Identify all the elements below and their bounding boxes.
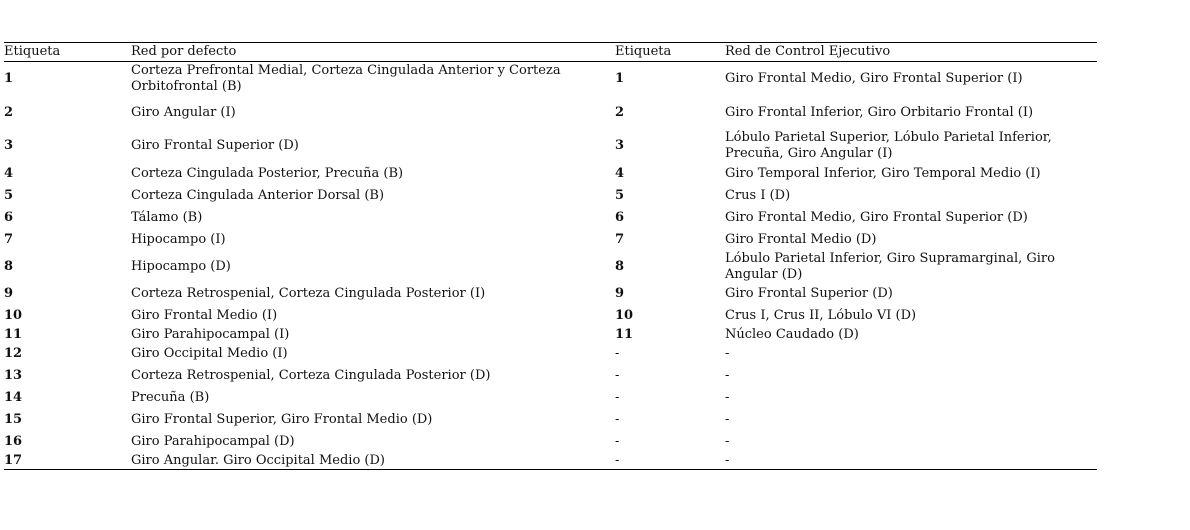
ecn-label-cell: 10: [615, 307, 634, 323]
ecn-region-cell: Giro Temporal Inferior, Giro Temporal Medio (I): [725, 165, 1041, 181]
dmn-region-cell: Giro Frontal Medio (I): [131, 307, 278, 323]
ecn-label-cell: -: [615, 389, 620, 405]
dmn-region-cell: Giro Parahipocampal (I): [131, 326, 290, 342]
ecn-label-cell: 9: [615, 285, 625, 301]
ecn-label-cell: 5: [615, 187, 625, 203]
ecn-region-cell: -: [725, 367, 730, 383]
dmn-region-cell: Corteza Retrospenial, Corteza Cingulada Posterior (D): [131, 367, 491, 383]
table-row: [4, 409, 1097, 431]
dmn-label-cell: 1: [4, 71, 14, 87]
dmn-label-cell: 15: [4, 411, 23, 427]
dmn-label-cell: 16: [4, 433, 23, 449]
table-row: [4, 431, 1097, 453]
dmn-label-cell: 2: [4, 104, 14, 120]
ecn-region-cell: Giro Frontal Superior (D): [725, 285, 893, 301]
ecn-region-cell: Giro Frontal Inferior, Giro Orbitario Frontal (I): [725, 104, 1034, 120]
dmn-label-cell: 6: [4, 209, 14, 225]
ecn-region-cell: Lóbulo Parietal Superior, Lóbulo Parietal Inferior, Precuña, Giro Angular (I): [725, 129, 1052, 161]
dmn-region-cell: Hipocampo (D): [131, 258, 231, 274]
table-body: [4, 62, 1097, 470]
ecn-label-cell: 7: [615, 231, 625, 247]
dmn-region-cell: Hipocampo (I): [131, 231, 226, 247]
table-row: [4, 207, 1097, 229]
dmn-region-cell: Giro Frontal Superior, Giro Frontal Medio (D): [131, 411, 433, 427]
table-row: [4, 327, 1097, 343]
header-label-dmn: Etiqueta: [4, 43, 131, 62]
table-row: [4, 185, 1097, 207]
dmn-label-cell: 11: [4, 326, 23, 342]
ecn-region-cell: -: [725, 345, 730, 361]
ecn-region-cell: Giro Frontal Medio, Giro Frontal Superior (I): [725, 71, 1023, 87]
ecn-label-cell: 2: [615, 104, 625, 120]
ecn-label-cell: -: [615, 367, 620, 383]
dmn-label-cell: 13: [4, 367, 23, 383]
table-row: [4, 163, 1097, 185]
table-row: [4, 365, 1097, 387]
ecn-label-cell: 6: [615, 209, 625, 225]
dmn-region-cell: Corteza Cingulada Anterior Dorsal (B): [131, 187, 385, 203]
dmn-label-cell: 8: [4, 258, 14, 274]
ecn-region-cell: -: [725, 453, 1097, 470]
ecn-label-cell: 1: [615, 71, 625, 87]
ecn-label-cell: -: [615, 411, 620, 427]
dmn-region-cell: Corteza Retrospenial, Corteza Cingulada Posterior (I): [131, 285, 486, 301]
ecn-label-cell: 3: [615, 137, 625, 153]
dmn-label-cell: 4: [4, 165, 14, 181]
dmn-region-cell: Tálamo (B): [131, 209, 203, 225]
dmn-label-cell: 12: [4, 345, 23, 361]
dmn-region-cell: Giro Frontal Superior (D): [131, 137, 299, 153]
ecn-label-cell: -: [615, 453, 725, 470]
dmn-region-cell: Giro Occipital Medio (I): [131, 345, 288, 361]
table-row: [4, 129, 1097, 163]
dmn-label-cell: 14: [4, 389, 23, 405]
ecn-label-cell: 8: [615, 258, 625, 274]
table-row: [4, 251, 1097, 283]
ecn-label-cell: 4: [615, 165, 625, 181]
dmn-region-cell: Corteza Prefrontal Medial, Corteza Cingulada Anterior y Corteza Orbitofrontal (B): [131, 63, 561, 95]
ecn-region-cell: Lóbulo Parietal Inferior, Giro Supramarginal, Giro Angular (D): [725, 250, 1055, 282]
ecn-region-cell: Crus I, Crus II, Lóbulo VI (D): [725, 307, 917, 323]
ecn-label-cell: -: [615, 345, 620, 361]
header-label-ecn: Etiqueta: [615, 43, 725, 62]
dmn-region-cell: Corteza Cingulada Posterior, Precuña (B): [131, 165, 404, 181]
ecn-region-cell: Crus I (D): [725, 187, 791, 203]
regions-table: [4, 42, 1097, 470]
ecn-label-cell: -: [615, 433, 620, 449]
table-row: [4, 387, 1097, 409]
dmn-label-cell: 10: [4, 307, 23, 323]
header-executive-control-network: Red de Control Ejecutivo: [725, 43, 1097, 62]
header-default-network: Red por defecto: [131, 43, 615, 62]
table-row: [4, 229, 1097, 251]
ecn-label-cell: 11: [615, 326, 634, 342]
ecn-region-cell: Giro Frontal Medio (D): [725, 231, 877, 247]
ecn-region-cell: Giro Frontal Medio, Giro Frontal Superior (D): [725, 209, 1028, 225]
dmn-label-cell: 3: [4, 137, 14, 153]
table-row: [4, 283, 1097, 305]
dmn-region-cell: Giro Angular (I): [131, 104, 236, 120]
dmn-label-cell: 5: [4, 187, 14, 203]
dmn-region-cell: Precuña (B): [131, 389, 210, 405]
table-row: [4, 453, 1097, 470]
ecn-region-cell: -: [725, 433, 730, 449]
table-header-row: [4, 43, 1097, 62]
ecn-region-cell: Núcleo Caudado (D): [725, 326, 859, 342]
table-row: [4, 97, 1097, 129]
dmn-region-cell: Giro Parahipocampal (D): [131, 433, 295, 449]
table-row: [4, 62, 1097, 97]
table-row: [4, 305, 1097, 327]
dmn-label-cell: 17: [4, 453, 131, 470]
dmn-region-cell: Giro Angular. Giro Occipital Medio (D): [131, 453, 615, 470]
ecn-region-cell: -: [725, 411, 730, 427]
table-row: [4, 343, 1097, 365]
dmn-label-cell: 9: [4, 285, 14, 301]
dmn-label-cell: 7: [4, 231, 14, 247]
ecn-region-cell: -: [725, 389, 730, 405]
